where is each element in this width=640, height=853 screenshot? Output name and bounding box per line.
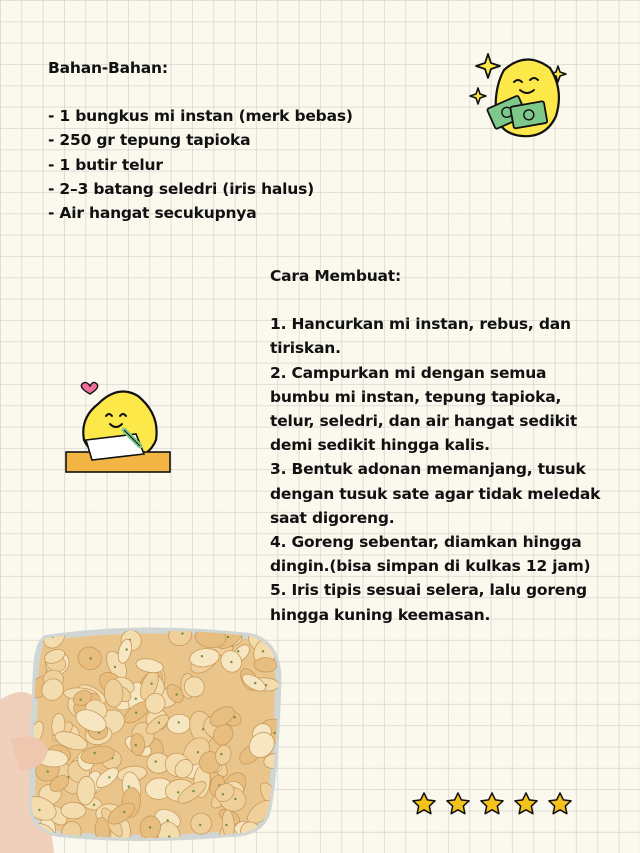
celery-speck xyxy=(38,809,40,811)
celery-speck xyxy=(158,722,160,724)
celery-speck xyxy=(222,793,224,795)
ingredients-section xyxy=(48,56,368,225)
celery-speck xyxy=(149,826,151,828)
celery-speck xyxy=(262,650,264,652)
celery-speck xyxy=(199,824,201,826)
ingredient-item: - Air hangat secukupnya xyxy=(48,204,257,223)
celery-speck xyxy=(155,760,157,762)
money-mascot-icon xyxy=(466,44,570,144)
celery-speck xyxy=(135,744,137,746)
celery-speck xyxy=(225,824,227,826)
celery-speck xyxy=(178,721,180,723)
celery-speck xyxy=(201,655,203,657)
celery-speck xyxy=(108,776,110,778)
ingredients-heading: Bahan-Bahan: xyxy=(48,59,168,77)
celery-speck xyxy=(175,693,177,695)
star-icon xyxy=(478,790,506,818)
ingredient-item: - 1 butir telur xyxy=(48,155,163,174)
star-icon xyxy=(410,790,438,818)
celery-speck xyxy=(135,712,137,714)
celery-speck xyxy=(114,666,116,668)
star-icon xyxy=(546,790,574,818)
celery-speck xyxy=(254,682,256,684)
method-heading: Cara Membuat: xyxy=(270,267,402,285)
cracker-piece xyxy=(61,802,86,819)
celery-speck xyxy=(90,657,92,659)
celery-speck xyxy=(181,632,183,634)
method-step: 4. Goreng sebentar, diamkan hingga dingin.(bisa simpan di kulkas 12 jam) xyxy=(270,533,591,576)
celery-speck xyxy=(237,650,239,652)
crackers-photo xyxy=(0,620,290,853)
star-icon xyxy=(512,790,540,818)
celery-speck xyxy=(128,785,130,787)
celery-speck xyxy=(234,798,236,800)
celery-speck xyxy=(93,804,95,806)
celery-speck xyxy=(220,753,222,755)
method-step: 5. Iris tipis sesuai selera, lalu goreng hingga kuning keemasan. xyxy=(270,581,587,624)
ingredient-item: - 1 bungkus mi instan (merk bebas) xyxy=(48,107,353,126)
celery-speck xyxy=(167,819,169,821)
ingredient-item: - 250 gr tepung tapioka xyxy=(48,131,251,150)
celery-speck xyxy=(227,636,229,638)
celery-speck xyxy=(192,790,194,792)
writing-mascot-icon xyxy=(62,378,174,474)
celery-speck xyxy=(94,752,96,754)
celery-speck xyxy=(230,661,232,663)
celery-speck xyxy=(47,770,49,772)
star-icon xyxy=(444,790,472,818)
celery-speck xyxy=(123,811,125,813)
celery-speck xyxy=(197,751,199,753)
celery-speck xyxy=(135,698,137,700)
celery-speck xyxy=(168,835,170,837)
celery-speck xyxy=(177,791,179,793)
cracker-piece xyxy=(254,657,277,672)
method-step: 1. Hancurkan mi instan, rebus, dan tiriskan. xyxy=(270,315,571,358)
celery-speck xyxy=(79,699,81,701)
ingredient-item: - 2–3 batang seledri (iris halus) xyxy=(48,179,315,198)
rating-stars xyxy=(410,790,580,818)
method-step: 2. Campurkan mi dengan semua bumbu mi instan, tepung tapioka, telur, seledri, dan air hangat sedikit demi sedikit hingga kalis. xyxy=(270,363,578,455)
method-step: 3. Bentuk adonan memanjang, tusuk dengan tusuk sate agar tidak meledak saat digoreng. xyxy=(270,460,601,527)
method-section xyxy=(270,264,610,627)
celery-speck xyxy=(273,732,275,734)
celery-speck xyxy=(126,648,128,650)
celery-speck xyxy=(150,683,152,685)
